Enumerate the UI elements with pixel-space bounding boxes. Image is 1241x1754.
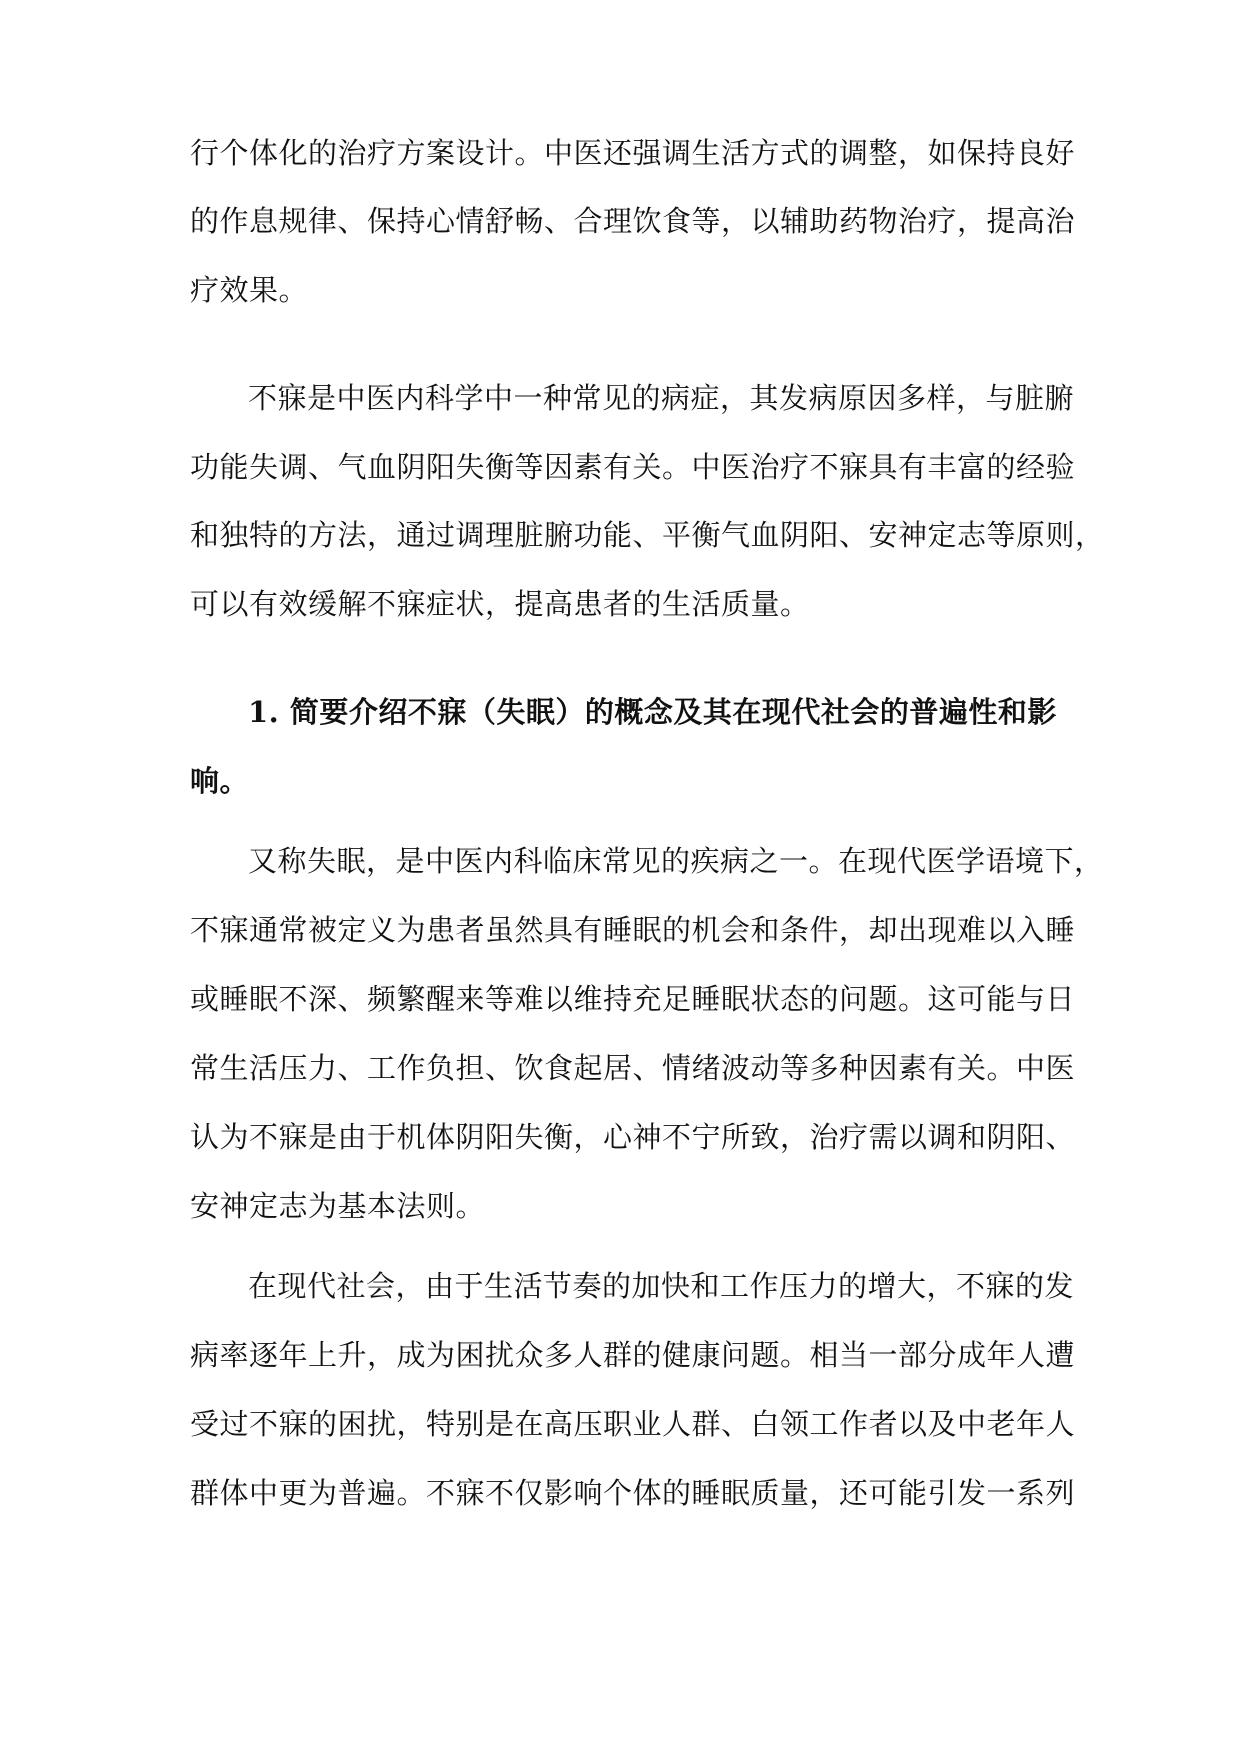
paragraph-line: 又称失眠，是中医内科临床常见的疾病之一。在现代医学语境下， — [248, 844, 1104, 878]
paragraph-line: 行个体化的治疗方案设计。中医还强调生活方式的调整，如保持良好 — [190, 136, 1076, 170]
paragraph-line: 常生活压力、工作负担、饮食起居、情绪波动等多种因素有关。中医 — [190, 1051, 1076, 1085]
paragraph-line: 或睡眠不深、频繁醒来等难以维持充足睡眠状态的问题。这可能与日 — [190, 982, 1076, 1016]
paragraph-line: 安神定志为基本法则。 — [190, 1189, 486, 1223]
heading-line: 响。 — [190, 764, 250, 798]
paragraph-line: 群体中更为普遍。不寐不仅影响个体的睡眠质量，还可能引发一系列 — [190, 1476, 1076, 1510]
paragraph-line: 疗效果。 — [190, 273, 309, 307]
paragraph-line: 受过不寐的困扰，特别是在高压职业人群、白领工作者以及中老年人 — [190, 1407, 1076, 1441]
paragraph-line: 在现代社会，由于生活节奏的加快和工作压力的增大，不寐的发 — [248, 1269, 1075, 1303]
paragraph-line: 病率逐年上升，成为困扰众多人群的健康问题。相当一部分成年人遭 — [190, 1338, 1076, 1372]
paragraph-line: 不寐通常被定义为患者虽然具有睡眠的机会和条件，却出现难以入睡 — [190, 913, 1076, 947]
heading-line: 1. 简要介绍不寐（失眠）的概念及其在现代社会的普遍性和影 — [248, 695, 1057, 729]
paragraph-line: 不寐是中医内科学中一种常见的病症，其发病原因多样，与脏腑 — [248, 381, 1075, 415]
paragraph-line: 和独特的方法，通过调理脏腑功能、平衡气血阴阳、安神定志等原则， — [190, 518, 1105, 552]
paragraph-line: 可以有效缓解不寐症状，提高患者的生活质量。 — [190, 587, 810, 621]
paragraph-line: 功能失调、气血阴阳失衡等因素有关。中医治疗不寐具有丰富的经验 — [190, 450, 1076, 484]
paragraph-line: 认为不寐是由于机体阴阳失衡，心神不宁所致，治疗需以调和阴阳、 — [190, 1120, 1076, 1154]
paragraph-line: 的作息规律、保持心情舒畅、合理饮食等，以辅助药物治疗，提高治 — [190, 204, 1076, 238]
